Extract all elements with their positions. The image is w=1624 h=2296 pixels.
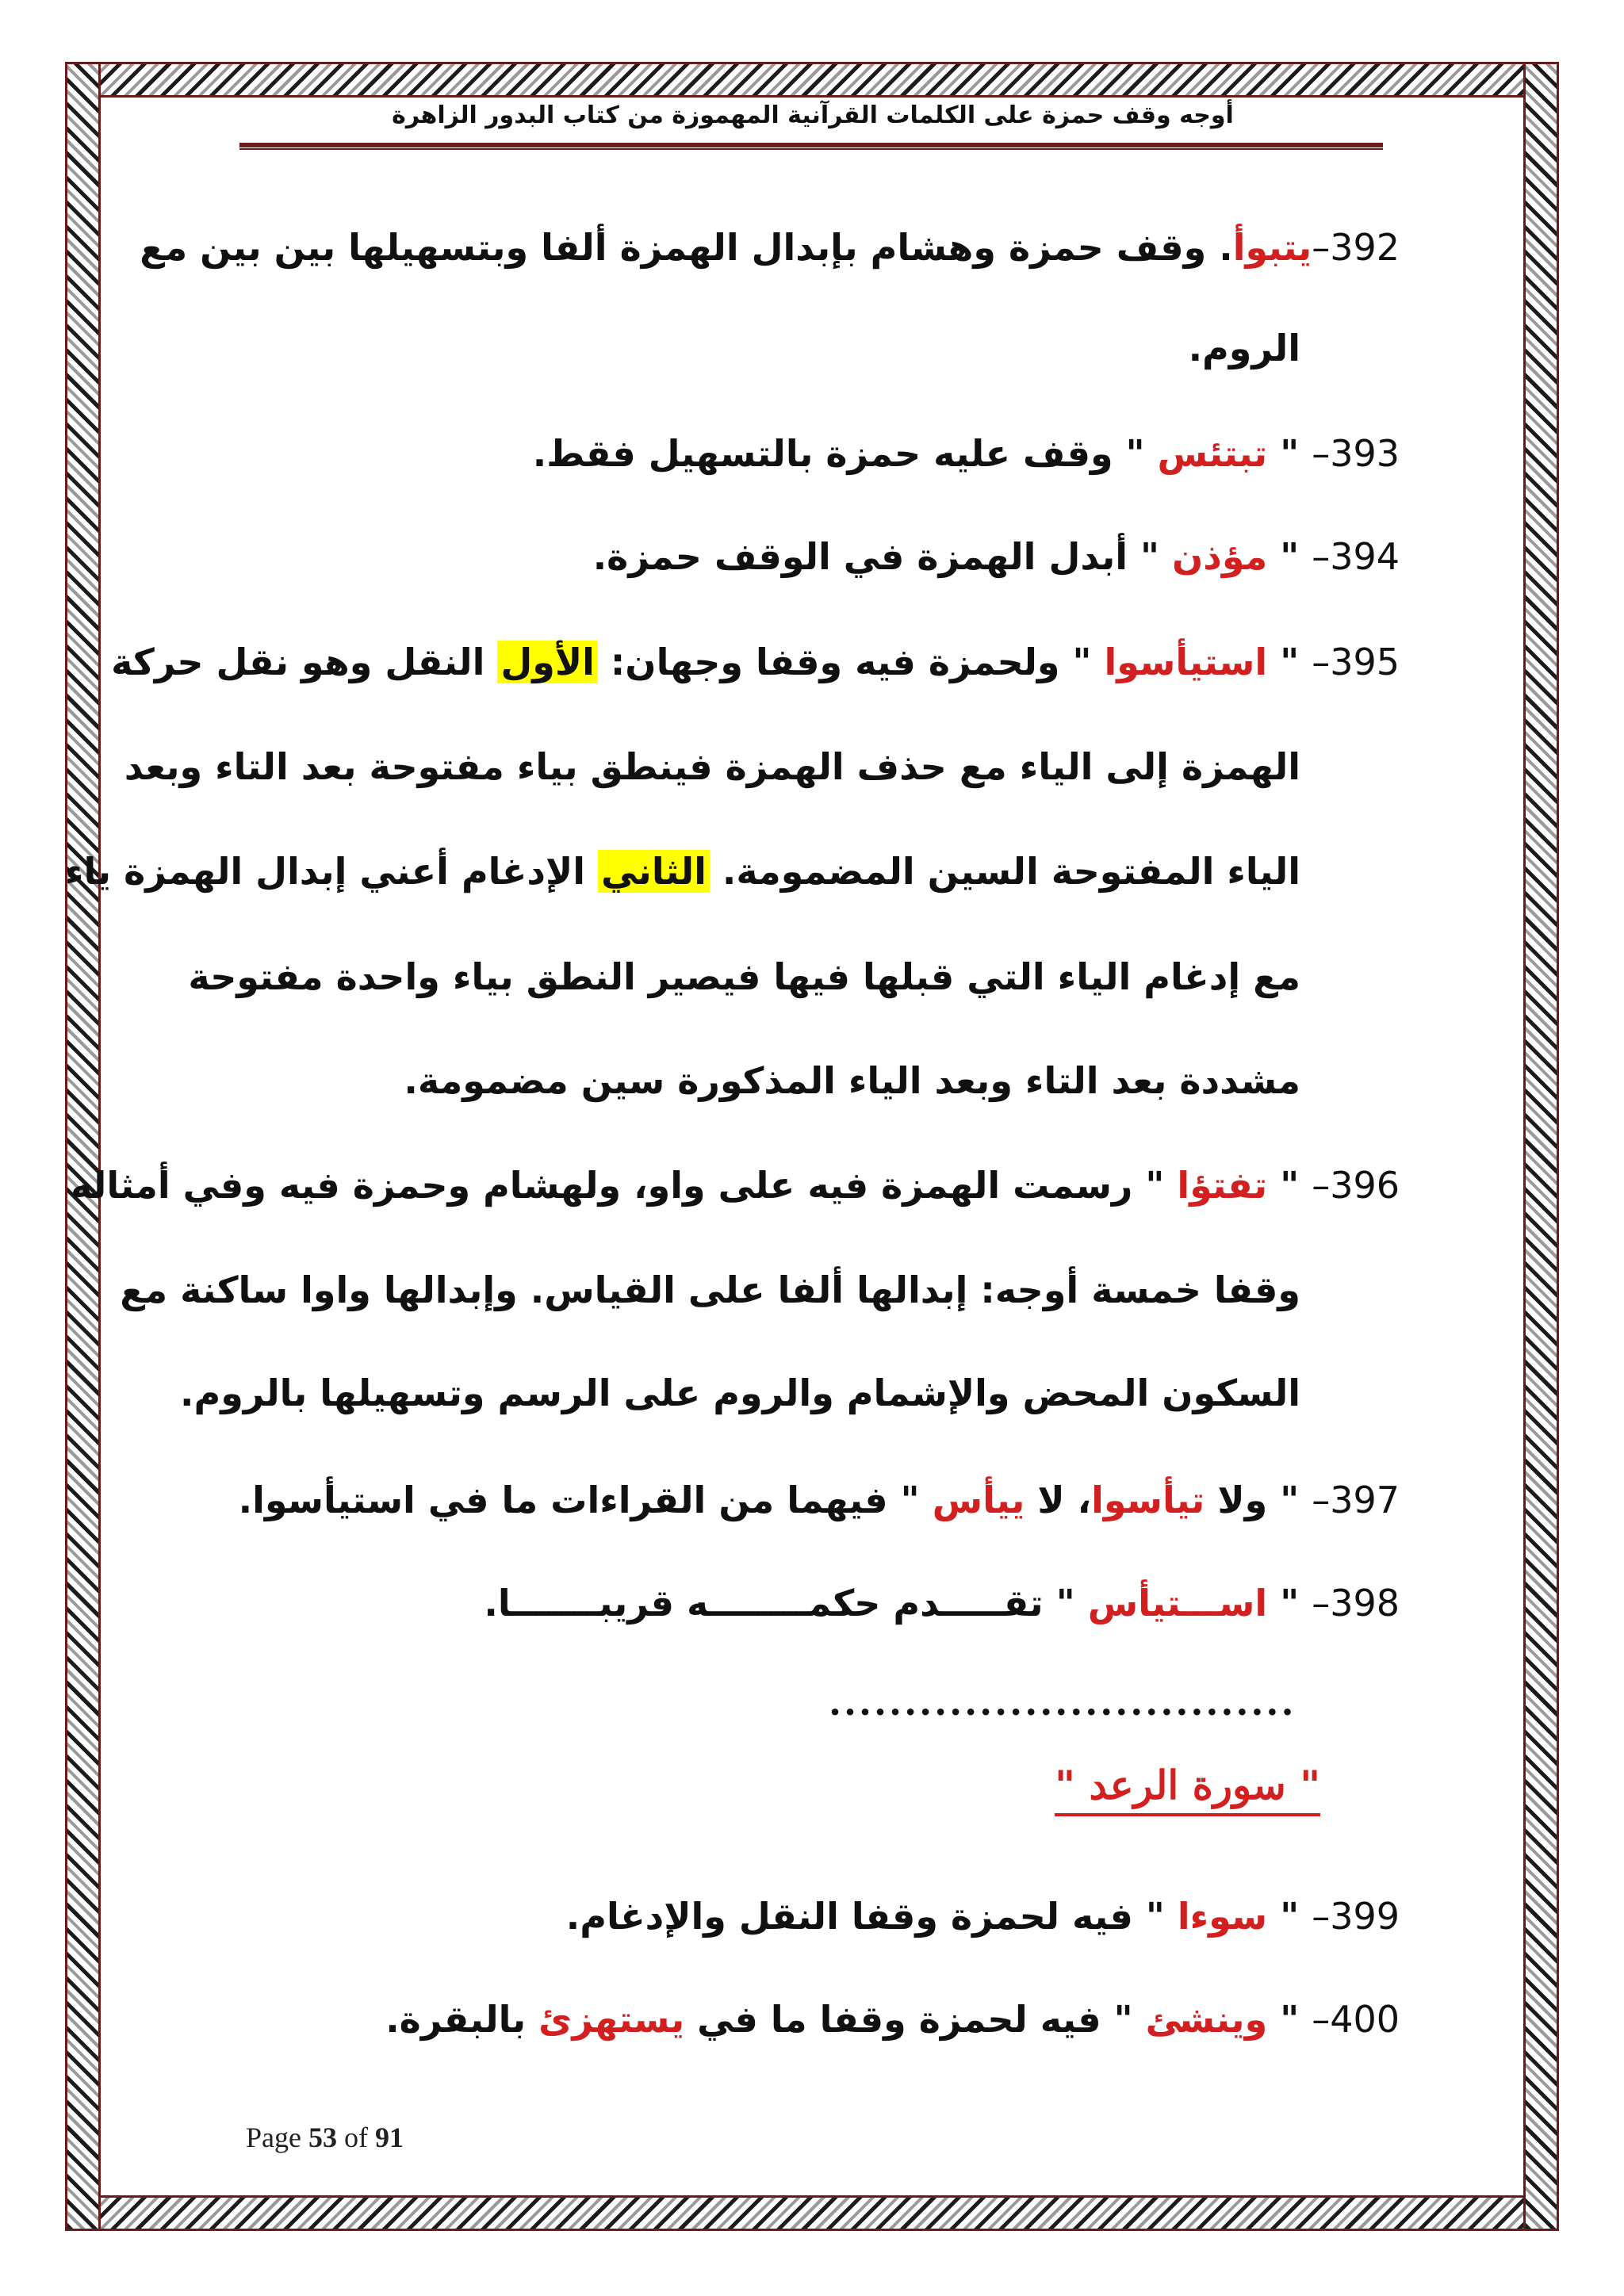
entry-text: " فيه لحمزة وقفا النقل والإدغام.: [565, 1895, 1178, 1938]
entry-text: " فيهما من القراءات ما في استيأسوا.: [238, 1479, 933, 1521]
entry-number: 392–: [1312, 226, 1400, 269]
entry-number: 393–: [1312, 432, 1400, 475]
quranic-word: تيأسوا: [1091, 1479, 1205, 1521]
entry-number: 397–: [1312, 1479, 1400, 1521]
footer-prefix: Page: [246, 2122, 308, 2153]
entry-number: 399–: [1312, 1895, 1400, 1938]
quranic-word: يتبوأ: [1232, 226, 1312, 269]
highlighted-term: الثاني: [598, 850, 710, 893]
quranic-word: ييأس: [932, 1479, 1025, 1521]
border-pattern-bottom: [67, 2195, 1557, 2229]
entry-text: مشددة بعد التاء وبعد الياء المذكورة سين مضمومة.: [404, 1059, 1300, 1102]
entry-line-continued: [180, 1372, 1300, 1414]
entry-number: 398–: [1312, 1582, 1400, 1624]
page-total: 91: [374, 2122, 404, 2153]
entry-number: 394–: [1312, 535, 1400, 578]
entry-text: بالبقرة.: [385, 1998, 539, 2041]
entry-text: السكون المحض والإشمام والروم على الرسم وتسهيلها بالروم.: [180, 1372, 1300, 1414]
entry-text: الهمزة إلى الياء مع حذف الهمزة فينطق بياء مفتوحة بعد التاء وبعد: [124, 745, 1300, 788]
border-pattern-top: [67, 64, 1557, 98]
entry-text: ": [1267, 432, 1312, 475]
entry-line-continued: [404, 1059, 1300, 1102]
entry-text: ": [1267, 535, 1312, 578]
quranic-word: مؤذن: [1171, 535, 1268, 578]
entry-text: " ولا: [1205, 1479, 1312, 1521]
entry-number: 400–: [1312, 1998, 1400, 2041]
entry-line-first: [71, 1164, 1400, 1207]
highlighted-term: الأول: [497, 641, 598, 683]
entry-line-continued: [1189, 327, 1300, 369]
quranic-word: وينشئ: [1145, 1998, 1268, 2041]
entry-text: ": [1267, 1998, 1312, 2041]
entry-line-first: [140, 226, 1400, 269]
quranic-word: تبتئس: [1157, 432, 1268, 475]
entry-line-first: [484, 1582, 1400, 1624]
quranic-word: تفتؤا: [1177, 1164, 1268, 1207]
entry-line-continued: [124, 745, 1300, 788]
entry-line-first: [566, 1895, 1400, 1938]
border-pattern-left: [67, 64, 101, 2229]
entry-text: النقل وهو نقل حركة: [111, 641, 498, 683]
quranic-word: اســـتيأس: [1087, 1582, 1268, 1624]
entry-text: " ولحمزة فيه وقفا وجهان:: [597, 641, 1105, 683]
footer-mid: of: [336, 2122, 375, 2153]
entry-number: 396–: [1312, 1164, 1400, 1207]
entry-text: الإدغام أعني إبدال الهمزة ياء: [65, 850, 599, 893]
entry-text: ": [1267, 1164, 1312, 1207]
entry-line-continued: [188, 955, 1300, 998]
entry-text: . وقف حمزة وهشام بإبدال الهمزة ألفا وبتسهيلها بين بين مع: [140, 226, 1233, 269]
entry-text: ": [1267, 641, 1312, 683]
entry-line-first: [593, 535, 1400, 578]
entry-text: وقفا خمسة أوجه: إبدالها ألفا على القياس. وإبدالها واوا ساكنة مع: [120, 1269, 1300, 1311]
entry-text: ": [1267, 1895, 1312, 1938]
entry-line-continued: [120, 1269, 1300, 1311]
entry-line-first: [111, 641, 1400, 683]
entry-line-continued: [65, 850, 1300, 893]
entry-text: " أبدل الهمزة في الوقف حمزة.: [592, 535, 1172, 578]
entry-text: " رسمت الهمزة فيه على واو، ولهشام وحمزة فيه وفي أمثاله: [71, 1164, 1178, 1207]
entry-text: مع إدغام الياء التي قبلها فيها فيصير النطق بياء واحدة مفتوحة: [188, 955, 1300, 998]
entry-text: " فيه لحمزة وقفا ما في: [684, 1998, 1146, 2041]
header-divider: [239, 143, 1383, 150]
border-pattern-right: [1523, 64, 1557, 2229]
entry-line-first: [533, 432, 1400, 475]
entry-text: " تقـــــدم حكمــــــــه قريبـــــــا.: [484, 1582, 1088, 1624]
entry-text: ، لا: [1025, 1479, 1092, 1521]
quranic-word: سوءا: [1177, 1895, 1268, 1938]
surah-title: " سورة الرعد ": [1055, 1762, 1320, 1816]
entry-text: " وقف عليه حمزة بالتسهيل فقط.: [532, 432, 1158, 475]
page-header: أوجه وقف حمزة على الكلمات القرآنية المهموزة من كتاب البدور الزاهرة: [392, 101, 1234, 129]
section-separator: ...............................: [829, 1681, 1297, 1724]
quranic-word: يستهزئ: [538, 1998, 685, 2041]
page-number: 53: [308, 2122, 337, 2153]
entry-text: ": [1267, 1582, 1312, 1624]
entry-line-first: [239, 1479, 1400, 1521]
entry-number: 395–: [1312, 641, 1400, 683]
quranic-word: استيأسوا: [1104, 641, 1268, 683]
entry-text: الياء المفتوحة السين المضمومة.: [709, 850, 1300, 893]
entry-line-first: [385, 1998, 1400, 2041]
entry-text: الروم.: [1188, 327, 1300, 369]
page-footer: [246, 2121, 404, 2154]
